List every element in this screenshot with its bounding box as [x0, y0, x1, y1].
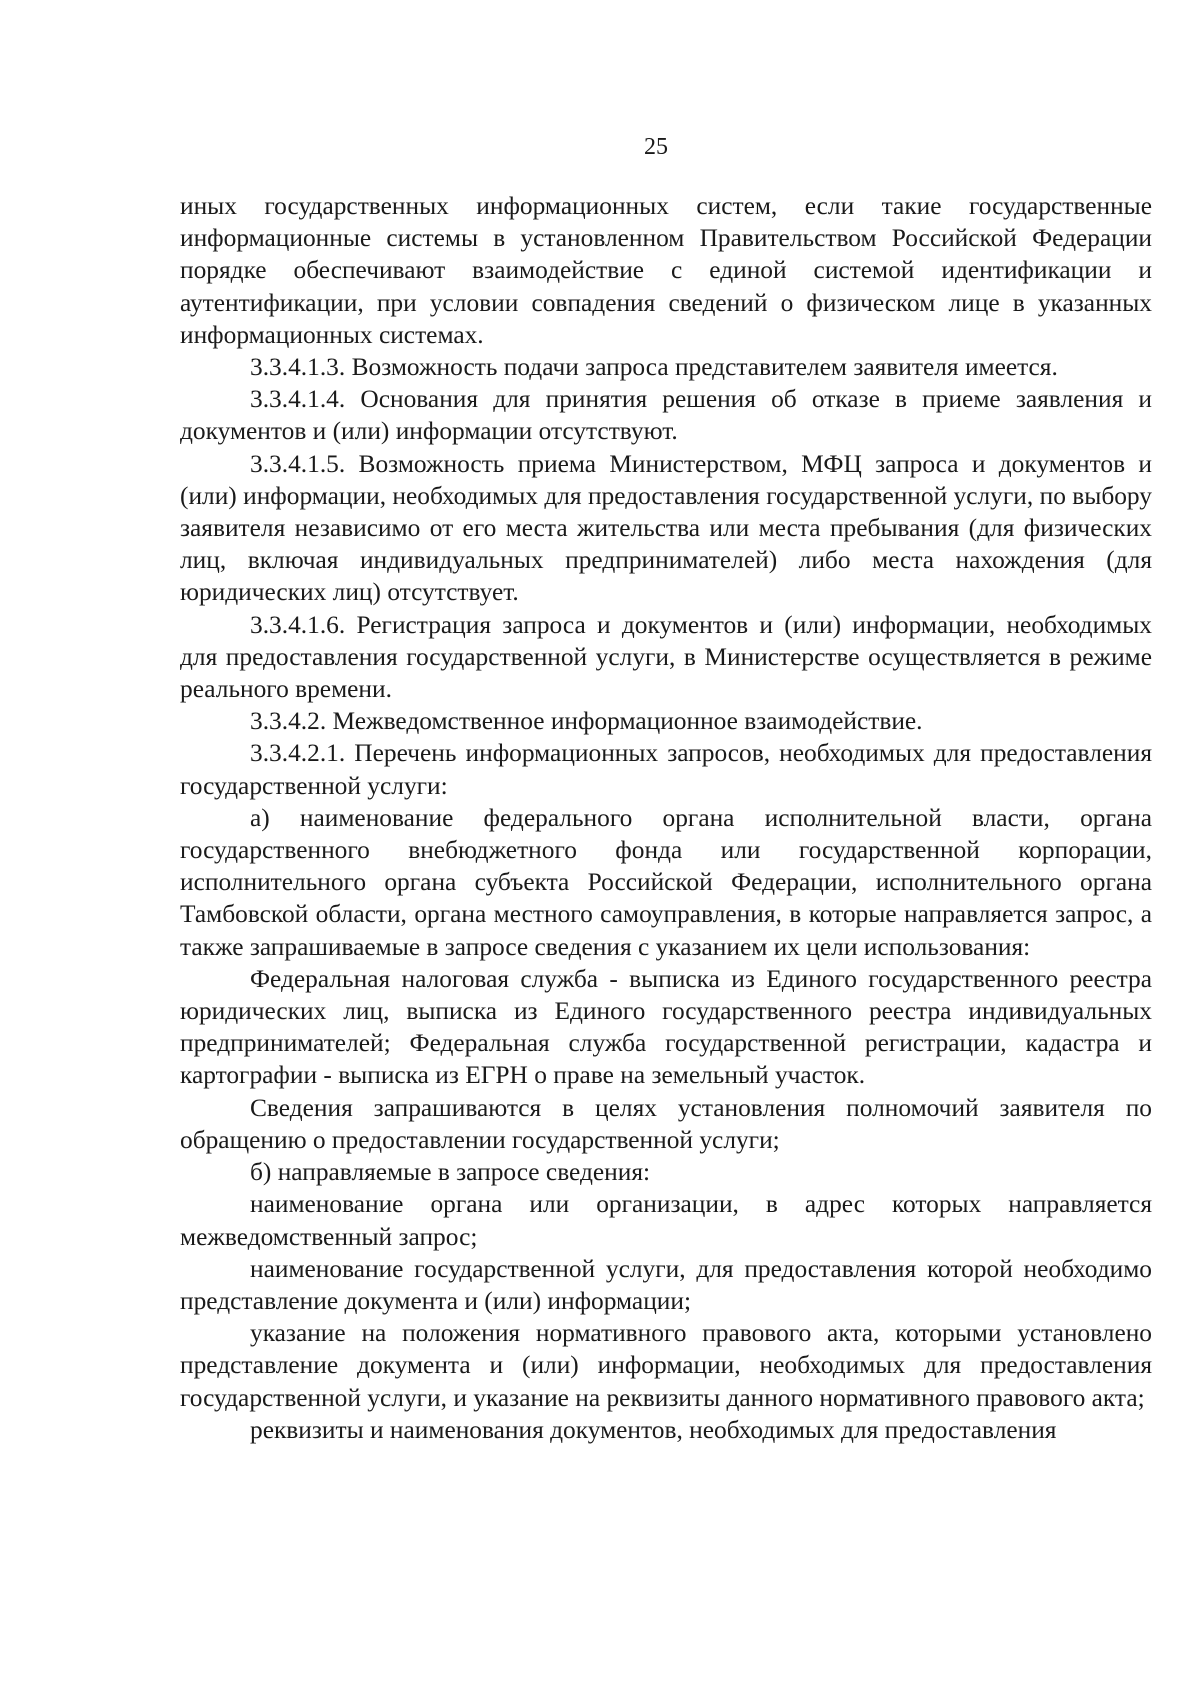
paragraph-13: наименование государственной услуги, для предоставления которой необходимо представление документа и (или) информации; — [180, 1254, 1152, 1315]
paragraph-14: указание на положения нормативного правового акта, которыми установлено представление документа и (или) информации, необходимых для предоставления государственной услуги, и указание на реквизиты данного нормативного правового акта; — [180, 1319, 1152, 1412]
paragraph-5: 3.3.4.1.6. Регистрация запроса и документов и (или) информации, необходимых для предоставления государственной услуги, в Министерстве осуществляется в режиме реального времени. — [180, 610, 1152, 704]
paragraph-10: Сведения запрашиваются в целях установления полномочий заявителя по обращению о предоставлении государственной услуги; — [180, 1093, 1152, 1154]
paragraph-1: иных государственных информационных систем, если такие государственные информационные системы в установленном Правительством Российской Федерации порядке обеспечивают взаимодействие с единой системой идентификации и аутентификации, при условии совпадения сведений о физическом лице в указанных информационных системах. — [180, 192, 1152, 349]
paragraph-7: 3.3.4.2.1. Перечень информационных запросов, необходимых для предоставления государственной услуги: — [180, 739, 1152, 800]
paragraph-8: а) наименование федерального органа исполнительной власти, органа государственного внебюджетного фонда или государственной корпорации, исполнительного органа субъекта Российской Федерации, исполнительного органа Тамбовской области, органа местного самоуправления, в которые направляется запрос, а также запрашиваемые в запросе сведения с указанием их цели использования: — [180, 803, 1152, 961]
paragraph-3: 3.3.4.1.4. Основания для принятия решения об отказе в приеме заявления и документов и (или) информации отсутствуют. — [180, 385, 1152, 446]
paragraph-9: Федеральная налоговая служба - выписка из Единого государственного реестра юридических лиц, выписка из Единого государственного реестра индивидуальных предпринимателей; Федеральная служба государственной регистрации, кадастра и картографии - выписка из ЕГРН о праве на земельный участок. — [180, 964, 1152, 1090]
paragraph-4: 3.3.4.1.5. Возможность приема Министерством, МФЦ запроса и документов и (или) информации, необходимых для предоставления государственной услуги, по выбору заявителя независимо от его места жительства или места пребывания (для физических лиц, включая индивидуальных предпринимателей) либо места нахождения (для юридических лиц) отсутствует. — [180, 449, 1152, 607]
page-number: 25 — [644, 134, 668, 160]
paragraph-15: реквизиты и наименования документов, необходимых для предоставления — [250, 1415, 1057, 1444]
paragraph-2: 3.3.4.1.3. Возможность подачи запроса представителем заявителя имеется. — [250, 353, 1058, 382]
document-body — [180, 190, 1152, 1446]
paragraph-6: 3.3.4.2. Межведомственное информационное взаимодействие. — [250, 707, 923, 736]
paragraph-12: наименование органа или организации, в адрес которых направляется межведомственный запрос; — [180, 1190, 1152, 1251]
paragraph-11: б) направляемые в запросе сведения: — [250, 1158, 651, 1187]
